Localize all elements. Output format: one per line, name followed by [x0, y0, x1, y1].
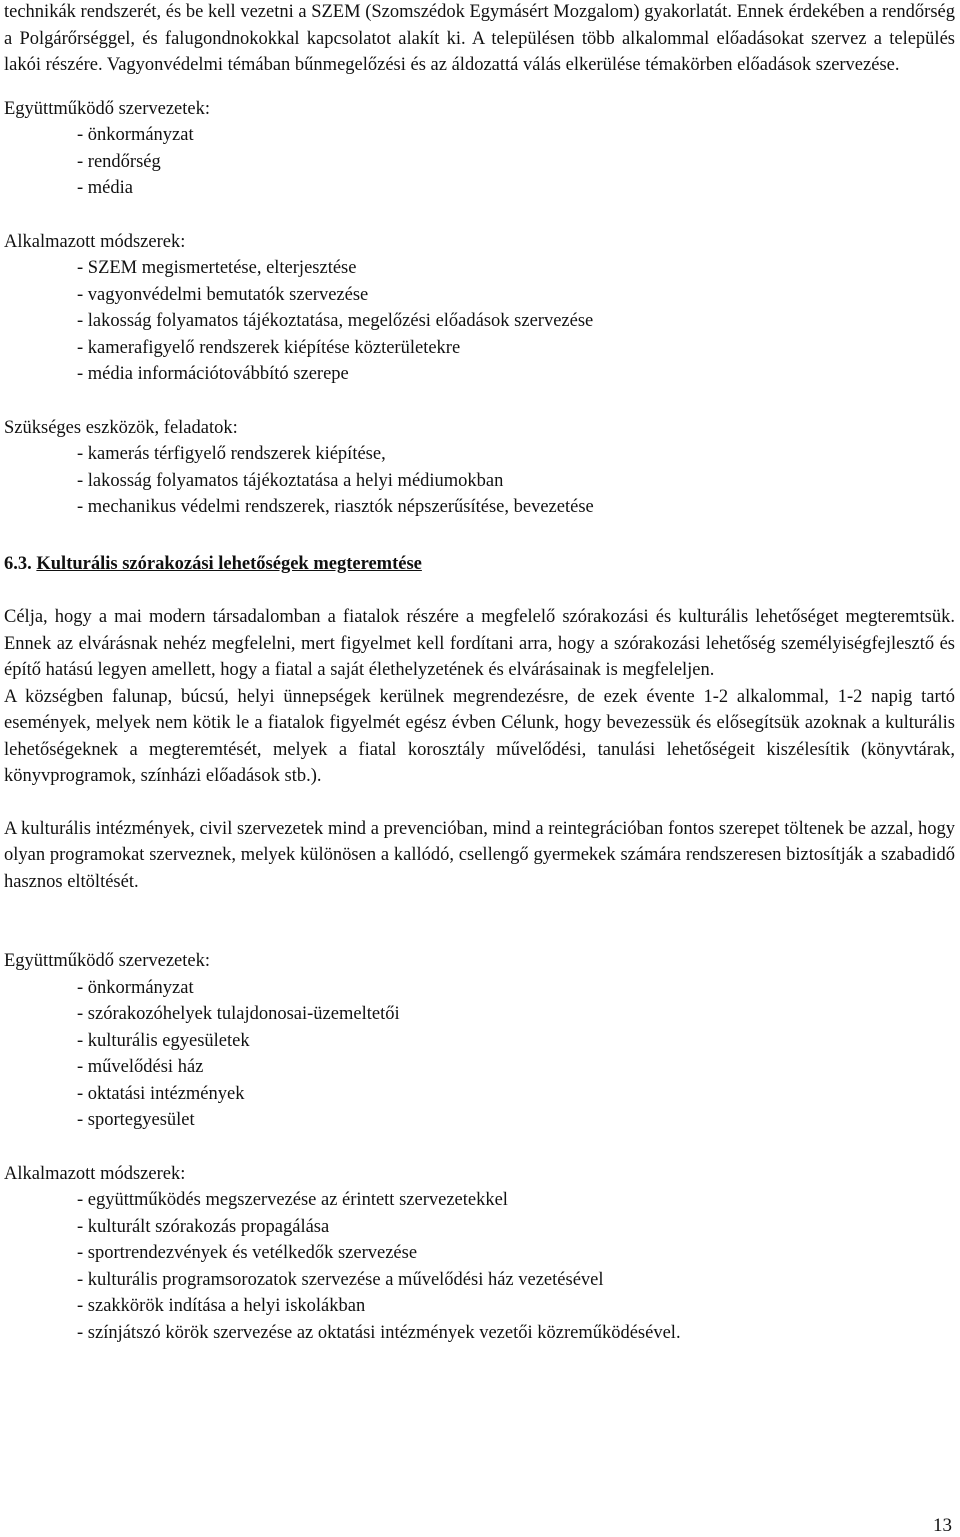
list-item: - SZEM megismertetése, elterjesztése	[77, 258, 357, 278]
list-item: - kulturális programsorozatok szervezése a művelődési ház vezetésével	[77, 1269, 604, 1290]
cooperating-label-2: Együttműködő szervezetek:	[4, 951, 211, 971]
list-item: - oktatási intézmények	[77, 1083, 245, 1104]
spacer	[4, 790, 955, 816]
cooperating-label-1: Együttműködő szervezetek:	[4, 98, 211, 119]
list-item: - együttműködés megszervezése az érintett szervezetekkel	[77, 1190, 508, 1210]
spacer	[4, 521, 955, 551]
cooperating-list-1	[4, 122, 955, 202]
tools-list	[4, 441, 955, 521]
list-item: - sportrendezvények és vetélkedők szervezése	[77, 1243, 418, 1263]
culture-paragraph-1: Célja, hogy a mai modern társadalomban a fiatalok részére a megfelelő szórakozási és kulturális lehetőséget megteremtsük. Ennek az elvárásnak nehéz megfelelni, mert figyelmet kell fordítani arra, hogy a szórakozási lehetőség személyiségfejlesztő és építő hatású legyen amellett, hogy a fiatal a saját élethelyzetének és elvárásainak is megfeleljen.	[4, 607, 955, 680]
list-item: - szórakozóhelyek tulajdonosai-üzemeltetői	[77, 1004, 400, 1024]
spacer	[4, 202, 955, 229]
section-number: 6.3.	[4, 553, 32, 574]
page-number: 13	[933, 1515, 952, 1536]
spacer	[4, 1134, 955, 1161]
list-item: - kulturális egyesületek	[77, 1030, 250, 1051]
list-item: - színjátszó körök szervezése az oktatási intézmények vezetői közreműködésével.	[77, 1322, 681, 1343]
cooperating-list-2	[4, 975, 955, 1134]
intro-paragraph: technikák rendszerét, és be kell vezetni a SZEM (Szomszédok Egymásért Mozgalom) gyakorlatát. Ennek érdekében a rendőrség a Polgárőrséggel, és falugondnokokkal kapcsolatot alakít ki. A településen több alkalommal előadásokat szervez a település lakói részére. Vagyonvédelmi témában bűnmegelőzési és az áldozattá válás elkerülése témakörben előadások szervezése.	[4, 2, 955, 75]
spacer	[4, 388, 955, 415]
section-title: Kulturális szórakozási lehetőségek megteremtése	[36, 553, 422, 574]
methods-label-1: Alkalmazott módszerek:	[4, 231, 186, 252]
list-item: - média információtovábbító szerepe	[77, 364, 349, 384]
list-item: - lakosság folyamatos tájékoztatása, megelőzési előadások szervezése	[77, 311, 594, 331]
spacer	[4, 577, 955, 604]
list-item: - rendőrség	[77, 151, 161, 172]
list-item: - sportegyesület	[77, 1110, 195, 1130]
methods-list-2	[4, 1187, 955, 1346]
list-item: - szakkörök indítása a helyi iskolákban	[77, 1296, 366, 1316]
list-item: - önkormányzat	[77, 125, 194, 145]
list-item: - lakosság folyamatos tájékoztatása a helyi médiumokban	[77, 470, 504, 491]
list-item: - kulturált szórakozás propagálása	[77, 1216, 330, 1237]
list-item: - kamerás térfigyelő rendszerek kiépítése,	[77, 444, 386, 464]
methods-list-1	[4, 255, 955, 388]
document-page	[4, 0, 955, 1346]
list-item: - önkormányzat	[77, 977, 194, 998]
list-item: - média	[77, 178, 133, 198]
culture-paragraph-2: A községben falunap, búcsú, helyi ünnepségek kerülnek megrendezésre, de ezek évente 1-2 alkalommal, 1-2 napig tartó események, melyek nem kötik le a fiatalok figyelmét egész évben Célunk, hogy bevezessük és elősegítsük azoknak a kulturális lehetőségeknek a megteremtését, melyek a fiatal korosztály művelődési, tanulási lehetőségeit kiszélesítik (könyvtárak, könyvprogramok, színházi előadások stb.).	[4, 686, 955, 786]
methods-label-2: Alkalmazott módszerek:	[4, 1163, 186, 1184]
spacer	[4, 895, 955, 948]
culture-paragraph-3: A kulturális intézmények, civil szervezetek mind a prevencióban, mind a reintegrációban fontos szerepet töltenek be azzal, hogy olyan programokat szerveznek, melyek különösen a kallódó, csellengő gyermekek számára rendszeresen biztosítják a szabadidő hasznos eltöltését.	[4, 818, 955, 892]
spacer	[4, 79, 955, 96]
list-item: - mechanikus védelmi rendszerek, riasztók népszerűsítése, bevezetése	[77, 497, 594, 517]
list-item: - művelődési ház	[77, 1057, 204, 1077]
list-item: - kamerafigyelő rendszerek kiépítése közterületekre	[77, 337, 461, 358]
section-heading	[4, 551, 955, 578]
tools-label: Szükséges eszközök, feladatok:	[4, 417, 238, 438]
list-item: - vagyonvédelmi bemutatók szervezése	[77, 284, 369, 305]
